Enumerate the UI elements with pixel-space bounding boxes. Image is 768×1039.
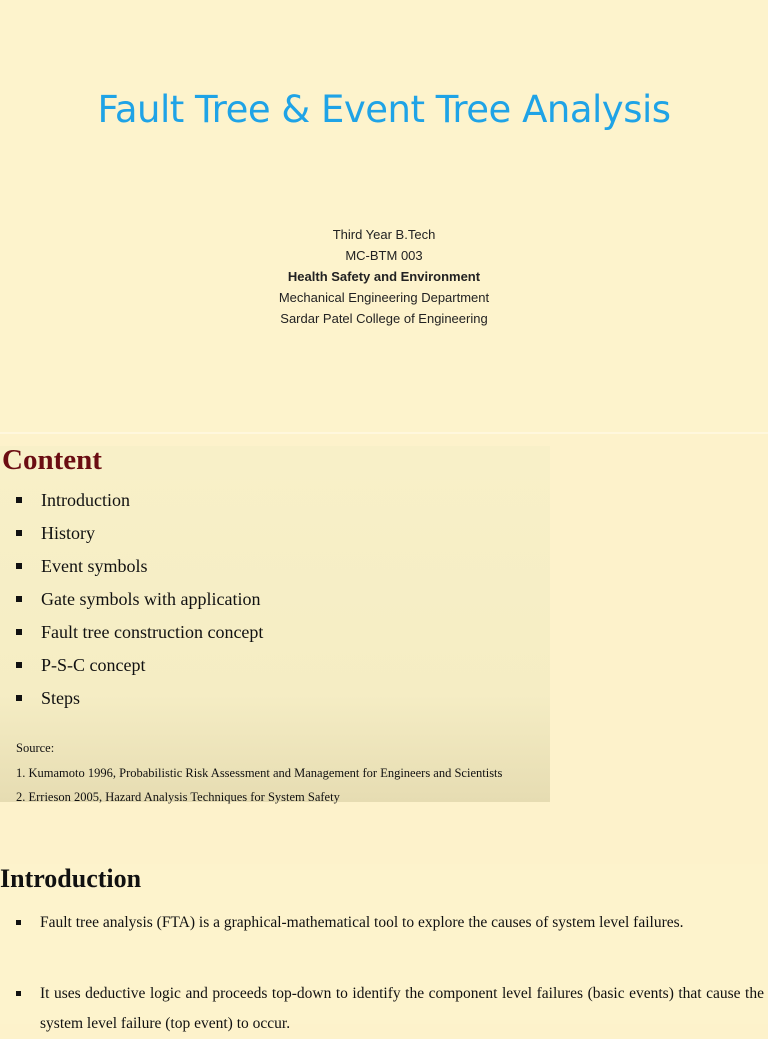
list-item: P-S-C concept: [16, 653, 263, 686]
bullet-icon: [16, 563, 22, 569]
introduction-heading: Introduction: [0, 864, 142, 893]
slide-divider: [0, 432, 768, 434]
bullet-icon: [16, 662, 22, 668]
source-block: [16, 736, 502, 810]
bullet-icon: [16, 497, 22, 503]
content-slide: [0, 446, 550, 802]
course-year: Third Year B.Tech: [332, 227, 436, 242]
bullet-icon: [16, 530, 22, 536]
list-item: Steps: [16, 686, 263, 719]
title-slide: [0, 0, 768, 432]
course-code: MC-BTM 003: [345, 248, 423, 263]
source-reference: 1. Kumamoto 1996, Probabilistic Risk Assessment and Management for Engineers and Scientists: [16, 765, 503, 780]
source-label: Source:: [16, 741, 55, 755]
bullet-icon: [16, 920, 21, 925]
presentation-title: Fault Tree & Event Tree Analysis: [97, 88, 671, 131]
list-item: Introduction: [16, 488, 263, 521]
introduction-slide: [0, 864, 768, 1032]
list-item: History: [16, 521, 263, 554]
bullet-icon: [16, 629, 22, 635]
content-list: [16, 488, 263, 719]
intro-paragraph: It uses deductive logic and proceeds top-down to identify the component level failures (basic events) that cause the system level failure (top event) to occur.: [16, 979, 764, 1039]
course-info: [0, 224, 768, 329]
list-item: Gate symbols with application: [16, 587, 263, 620]
department: Mechanical Engineering Department: [278, 290, 490, 305]
list-item: Fault tree construction concept: [16, 620, 263, 653]
list-item: Event symbols: [16, 554, 263, 587]
bullet-icon: [16, 695, 22, 701]
intro-paragraph: Fault tree analysis (FTA) is a graphical-mathematical tool to explore the causes of system level failures.: [16, 908, 764, 938]
bullet-icon: [16, 596, 22, 602]
source-reference: 2. Errieson 2005, Hazard Analysis Techniques for System Safety: [16, 790, 340, 804]
college: Sardar Patel College of Engineering: [280, 311, 488, 326]
bullet-icon: [16, 991, 21, 996]
course-name: Health Safety and Environment: [287, 269, 481, 284]
content-heading: Content: [2, 444, 102, 476]
